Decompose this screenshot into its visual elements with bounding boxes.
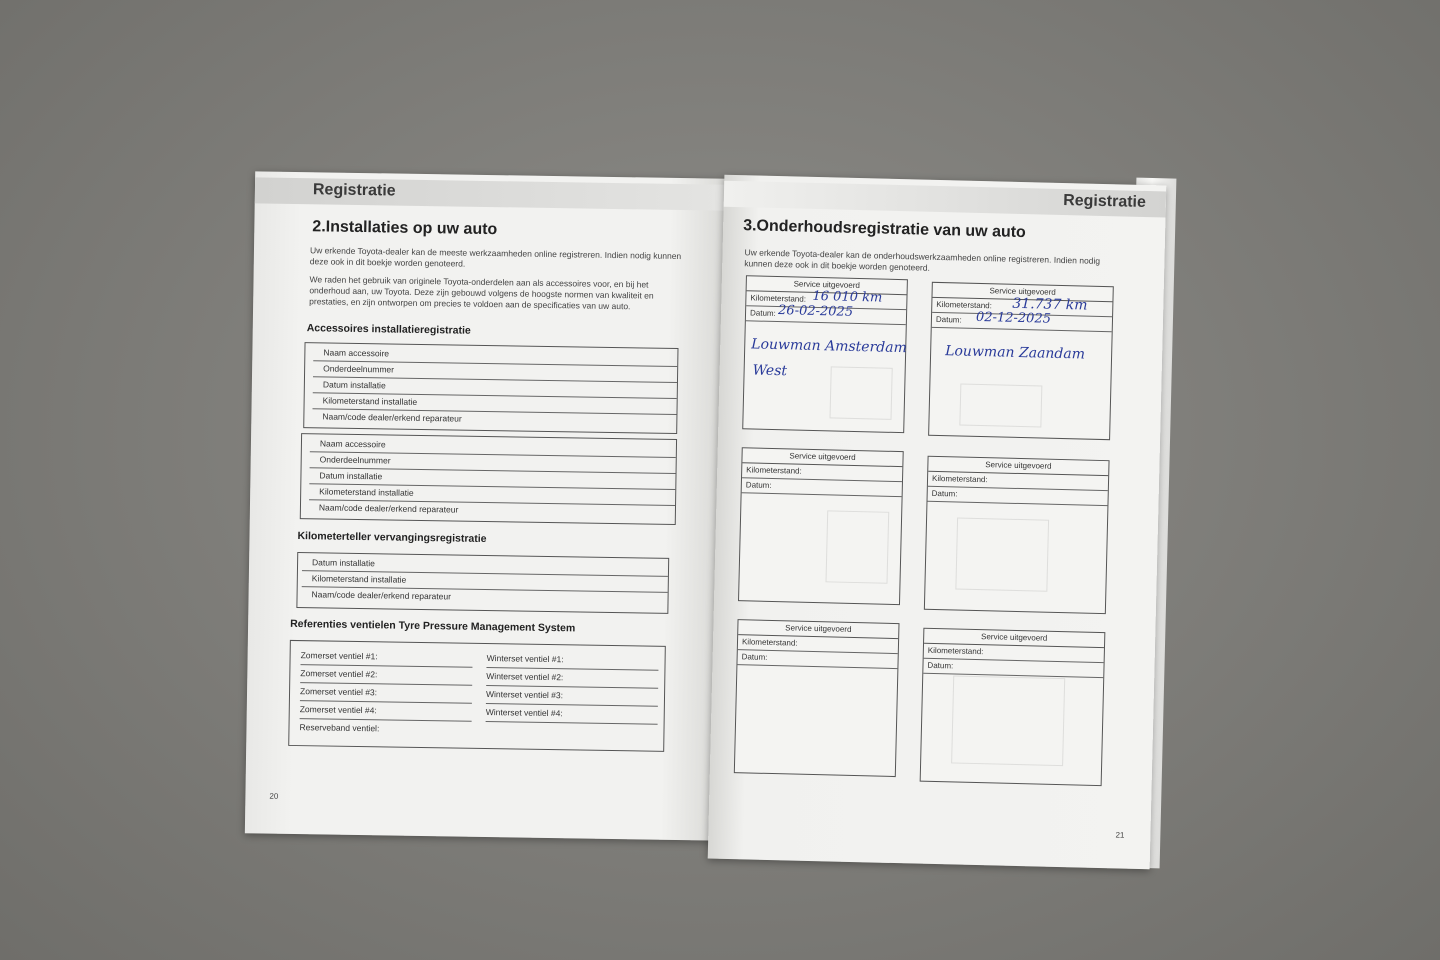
form-row: Naam accessoire	[313, 345, 677, 367]
form-row: Kilometerstand installatie	[302, 571, 668, 593]
accessories-title: Accessoires installatieregistratie	[306, 322, 471, 337]
right-page	[708, 175, 1167, 870]
km-label: Kilometerstand:	[936, 299, 993, 311]
left-header: Registratie	[312, 181, 396, 200]
tpms-field: Zomerset ventiel #1:	[300, 647, 472, 668]
form-row: Datum installatie	[313, 377, 677, 399]
service-box-header: Service uitgevoerd	[738, 620, 898, 639]
service-km-row: Kilometerstand:	[924, 644, 1104, 663]
left-intro-p1: Uw erkende Toyota-dealer kan de meeste werkzaamheden online registreren. Indien nodig kunnen deze ook in dit boekje worden genoteerd.	[309, 245, 682, 269]
service-box-4	[924, 456, 1110, 614]
tpms-field: Winterset ventiel #4:	[486, 704, 658, 725]
service-km-row: Kilometerstand:	[742, 463, 902, 482]
service-box-1	[742, 275, 908, 433]
service-box-header: Service uitgevoerd	[932, 283, 1112, 302]
form-row: Datum installatie	[309, 468, 675, 490]
form-row: Naam/code dealer/erkend reparateur	[318, 502, 459, 515]
form-row: Naam accessoire	[310, 436, 676, 458]
tpms-field: Zomerset ventiel #4:	[300, 701, 472, 722]
form-row: Naam/code dealer/erkend reparateur	[311, 589, 452, 602]
left-intro-p2: We raden het gebruik van originele Toyota-onderdelen aan als accessoires voor, en bij het onderhoud aan, uw Toyota. Deze zijn gebouwd volgens de hoogste normen van kwaliteit en prestaties, en zijn ontworpen om precies te voldoen aan de specificaties van uw auto.	[309, 274, 654, 312]
service-km-row: Kilometerstand:	[928, 472, 1108, 491]
service-box-header: Service uitgevoerd	[747, 276, 907, 295]
service-km-row: Kilometerstand:	[738, 635, 898, 654]
tpms-field: Winterset ventiel #2:	[486, 668, 658, 689]
handwritten-dealer: Louwman Amsterdam	[751, 336, 908, 357]
date-label: Datum:	[749, 308, 776, 318]
handwritten-date: 26-02-2025	[777, 303, 854, 320]
tpms-title: Referenties ventielen Tyre Pressure Management System	[290, 617, 576, 635]
handwritten-dealer-line2: West	[752, 362, 788, 380]
service-date-row: Datum:	[923, 659, 1103, 678]
service-box-3	[738, 447, 904, 605]
tpms-form	[288, 640, 666, 752]
left-page	[245, 171, 727, 840]
service-box-2	[928, 282, 1114, 440]
form-row: Kilometerstand installatie	[312, 393, 676, 415]
left-section-title: 2.Installaties op uw auto	[312, 218, 498, 239]
tpms-field: Zomerset ventiel #3:	[300, 683, 472, 704]
service-date-row: Datum:	[742, 478, 902, 497]
tpms-field: Zomerset ventiel #2:	[300, 665, 472, 686]
right-page-number: 21	[1115, 830, 1125, 840]
service-box-6	[920, 628, 1106, 786]
tpms-field: Winterset ventiel #3:	[486, 686, 658, 707]
service-date-row: Datum:	[737, 650, 897, 669]
form-row: Onderdeelnummer	[313, 361, 677, 383]
handwritten-dealer: Louwman Zaandam	[944, 343, 1086, 363]
handwritten-km: 16 010 km	[812, 288, 883, 306]
handwritten-date: 02-12-2025	[975, 309, 1052, 327]
show-through-stamp	[955, 517, 1049, 591]
service-box-header: Service uitgevoerd	[928, 457, 1108, 476]
show-through-stamp	[825, 510, 889, 583]
service-date-row	[746, 303, 906, 325]
form-row: Naam/code dealer/erkend reparateur	[322, 411, 462, 424]
right-header: Registratie	[1062, 191, 1147, 212]
show-through-stamp	[951, 675, 1065, 766]
service-box-header: Service uitgevoerd	[742, 448, 902, 467]
form-row: Onderdeelnummer	[310, 452, 676, 474]
odometer-form	[296, 552, 669, 614]
date-label: Datum:	[935, 314, 962, 325]
service-date-row: Datum:	[927, 487, 1107, 506]
service-box-header: Service uitgevoerd	[924, 629, 1104, 648]
handwritten-km: 31.737 km	[1012, 295, 1088, 314]
show-through-stamp	[959, 384, 1042, 428]
tpms-field: Reserveband ventiel:	[299, 722, 380, 734]
service-date-row	[932, 309, 1112, 332]
right-section-title: 3.Onderhoudsregistratie van uw auto	[742, 217, 1027, 242]
service-box-5	[734, 619, 900, 777]
accessory-form-2	[300, 433, 677, 525]
right-intro: Uw erkende Toyota-dealer kan de onderhoudswerkzaamheden online registreren. Indien nodig kunnen deze ook in dit boekje worden genoteerd.	[744, 247, 1101, 273]
show-through-stamp	[830, 366, 893, 419]
tpms-summer-column	[299, 647, 472, 739]
tpms-winter-column	[486, 650, 659, 725]
km-label: Kilometerstand:	[750, 293, 807, 304]
tpms-field: Winterset ventiel #1:	[486, 650, 658, 671]
form-row: Kilometerstand installatie	[309, 484, 675, 506]
accessory-form-1	[303, 342, 678, 434]
odometer-title: Kilometerteller vervangingsregistratie	[297, 530, 487, 546]
form-row: Datum installatie	[302, 555, 668, 577]
left-page-number: 20	[269, 791, 279, 801]
